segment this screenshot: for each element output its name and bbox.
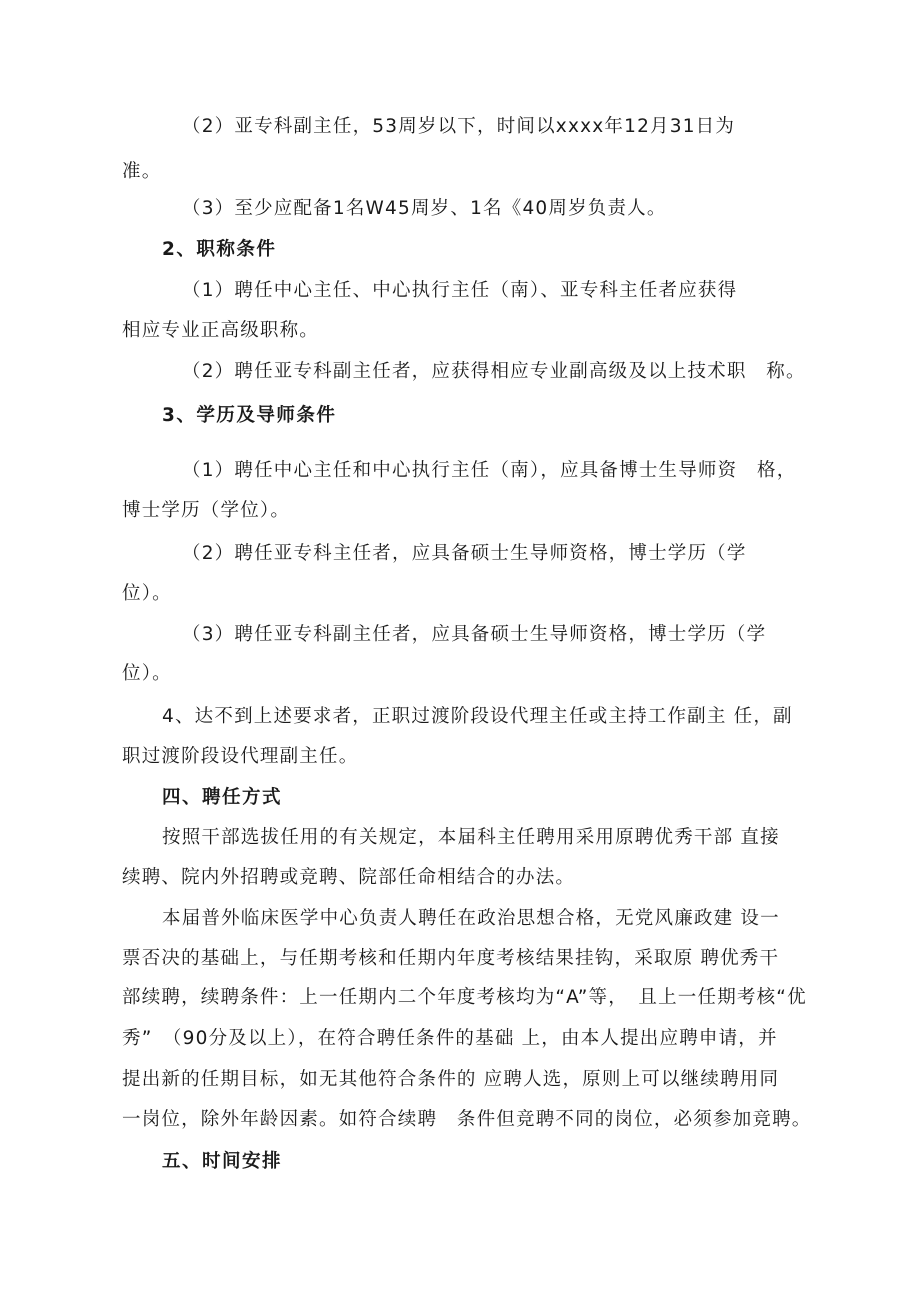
paragraph-line: （1）聘任中心主任、中心执行主任（南）、亚专科主任者应获得	[182, 280, 738, 301]
paragraph-line: 位）。	[122, 583, 172, 604]
paragraph-line: 职过渡阶段设代理副主任。	[122, 746, 359, 767]
section-heading: 3、学历及导师条件	[162, 405, 337, 426]
paragraph-line: 部续聘，续聘条件：上一任期内二个年度考核均为“A”等， 且上一任期考核“优	[122, 987, 807, 1008]
paragraph-line: 本届普外临床医学中心负责人聘任在政治思想合格，无党风廉政建 设一	[162, 908, 780, 929]
paragraph-line: 提出新的任期目标，如无其他符合条件的 应聘人选，原则上可以继续聘用同	[122, 1069, 780, 1090]
paragraph-line: 票否决的基础上，与任期考核和任期内年度考核结果挂钩，采取原 聘优秀干	[122, 948, 780, 969]
paragraph-line: 相应专业正高级职称。	[122, 320, 320, 341]
paragraph-line: （2）聘任亚专科副主任者，应获得相应专业副高级及以上技术职 称。	[182, 361, 806, 382]
paragraph-line: 博士学历（学位）。	[122, 500, 291, 521]
paragraph-line: （1）聘任中心主任和中心执行主任（南），应具备博士生导师资 格，	[182, 460, 797, 481]
paragraph-line: （2）聘任亚专科主任者，应具备硕士生导师资格，博士学历（学	[182, 543, 747, 564]
paragraph-line: 位）。	[122, 663, 172, 684]
section-heading: 2、职称条件	[162, 239, 277, 260]
paragraph-line: 准。	[122, 161, 162, 182]
paragraph-line: 一岗位，除外年龄因素。如符合续聘 条件但竞聘不同的岗位，必须参加竞聘。	[122, 1109, 812, 1130]
paragraph-line: 按照干部选拔任用的有关规定，本届科主任聘用采用原聘优秀干部 直接	[162, 827, 780, 848]
paragraph-line: （3）至少应配备1名W45周岁、1名《40周岁负责人。	[182, 198, 667, 219]
paragraph-line: 续聘、院内外招聘或竞聘、院部任命相结合的办法。	[122, 867, 576, 888]
paragraph-line: （2）亚专科副主任，53周岁以下，时间以xxxx年12月31日为	[182, 116, 736, 137]
section-heading: 四、聘任方式	[162, 787, 283, 808]
paragraph-line: 秀” （90分及以上），在符合聘任条件的基础 上，由本人提出应聘申请，并	[122, 1028, 778, 1049]
paragraph-line: （3）聘任亚专科副主任者，应具备硕士生导师资格，博士学历（学	[182, 624, 767, 645]
section-heading: 五、时间安排	[162, 1151, 283, 1172]
paragraph-line: 4、达不到上述要求者，正职过渡阶段设代理主任或主持工作副主 任，副	[162, 706, 793, 727]
